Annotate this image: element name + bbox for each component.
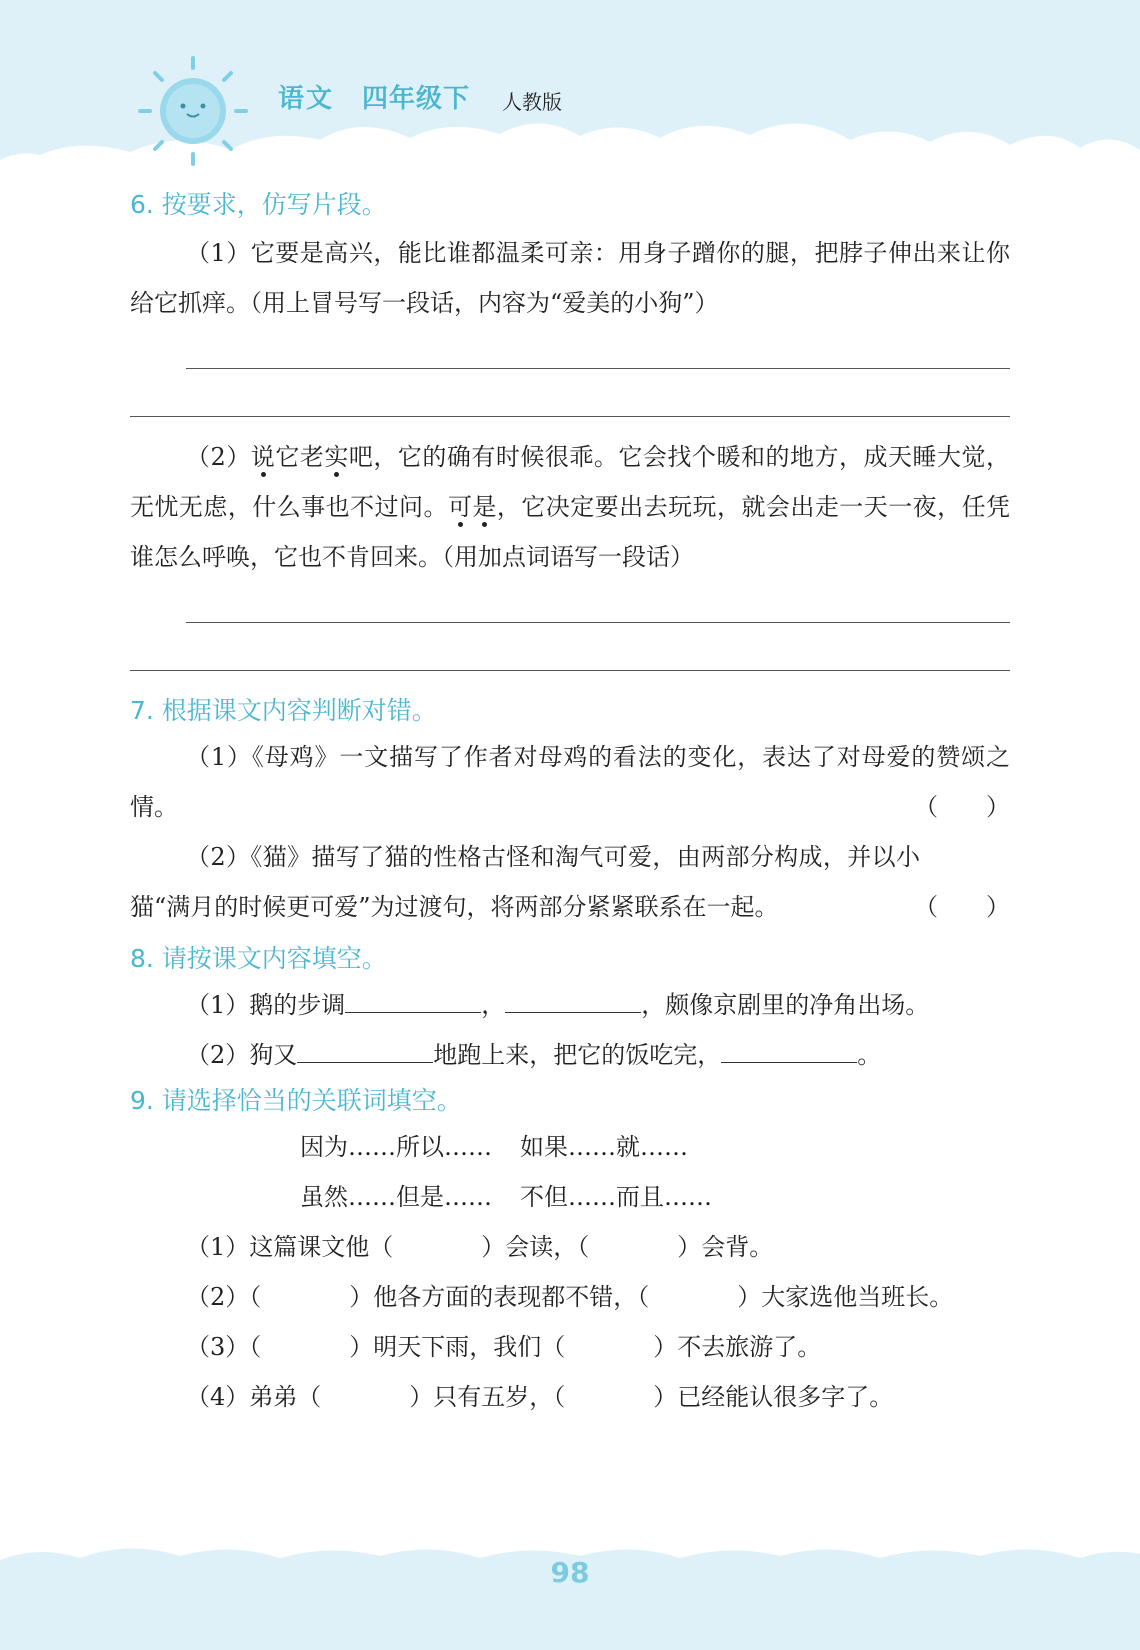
q6-answer-area-1[interactable] [130,328,1010,378]
q8-item1-blank-1[interactable] [345,986,481,1013]
q8-item2-blank-2[interactable] [721,1036,857,1063]
q6-answer-area-2[interactable] [130,582,1010,632]
sun-mascot-icon [138,56,248,166]
q7-item1: （1）《母鸡》一文描写了作者对母鸡的看法的变化，表达了对母爱的赞颂之情。 （ ） [130,732,1010,832]
dotted-char: 可 [447,493,473,521]
q9-option: 因为……所以…… [300,1133,492,1161]
q9-item-2: （2）（ ）他各方面的表现都不错，（ ）大家选他当班长。 [186,1283,954,1311]
q7-item2: （2）《猫》描写了猫的性格古怪和淘气可爱，由两部分构成，并以小猫“满月的时候更可爱”为过渡句，将两部分紧紧联系在一起。 （ ） [130,832,1010,932]
q9-options-row-2 [130,1172,1010,1222]
header-edition: 人教版 [502,90,562,114]
q7-item2-answer-paren[interactable]: （ ） [914,893,1010,921]
q7-item1-answer-paren[interactable]: （ ） [914,793,1010,821]
q9-item-1: （1）这篇课文他（ ）会读，（ ）会背。 [186,1233,774,1261]
q9-title: 9. 请选择恰当的关联词填空。 [130,1086,462,1115]
q8-item2-blank-1[interactable] [297,1036,433,1063]
dotted-char: 是 [472,493,497,521]
q9-item-4: （4）弟弟（ ）只有五岁，（ ）已经能认很多字了。 [186,1383,894,1411]
q6-item1-text: （1）它要是高兴，能比谁都温柔可亲：用身子蹭你的腿，把脖子伸出来让你给它抓痒。（用上冒号写一段话，内容为“爱美的小狗”） [130,239,1010,317]
q9-option: 如果……就…… [520,1133,688,1161]
q9-option: 虽然……但是…… [300,1183,492,1211]
q9-option: 不但……而且…… [520,1183,712,1211]
header-grade: 四年级下 [362,84,471,114]
q8-item1: （1）鹅的步调 ， ，颇像京剧里的净角出场。 [130,980,1010,1030]
q7-title: 7. 根据课文内容判断对错。 [130,696,437,725]
dotted-char: 实 [324,443,349,471]
q8-item2: （2）狗又 地跑上来，把它的饭吃完， 。 [130,1030,1010,1080]
q6-title: 6. 按要求，仿写片段。 [130,190,387,219]
q8-title: 8. 请按课文内容填空。 [130,944,387,973]
dotted-char: 说 [250,443,276,471]
q9-item-3: （3）（ ）明天下雨，我们（ ）不去旅游了。 [186,1333,822,1361]
q6-answer-area-2b[interactable] [130,632,1010,682]
q9-options-row-1 [130,1122,1010,1172]
q8-item1-blank-2[interactable] [505,986,641,1013]
q6-answer-area-1b[interactable] [130,378,1010,428]
q6-item2-text: （2）说它老实吧，它的确有时候很乖。它会找个暖和的地方，成天睡大觉，无忧无虑，什么事也不过问。可是，它决定要出去玩玩，就会出走一天一夜，任凭谁怎么呼唤，它也不肯回来。（用加点词语写一段话） [130,443,1011,571]
exercise-content [130,190,1010,1422]
page-number: 98 [550,1556,590,1589]
header-subject: 语文 [278,84,335,114]
